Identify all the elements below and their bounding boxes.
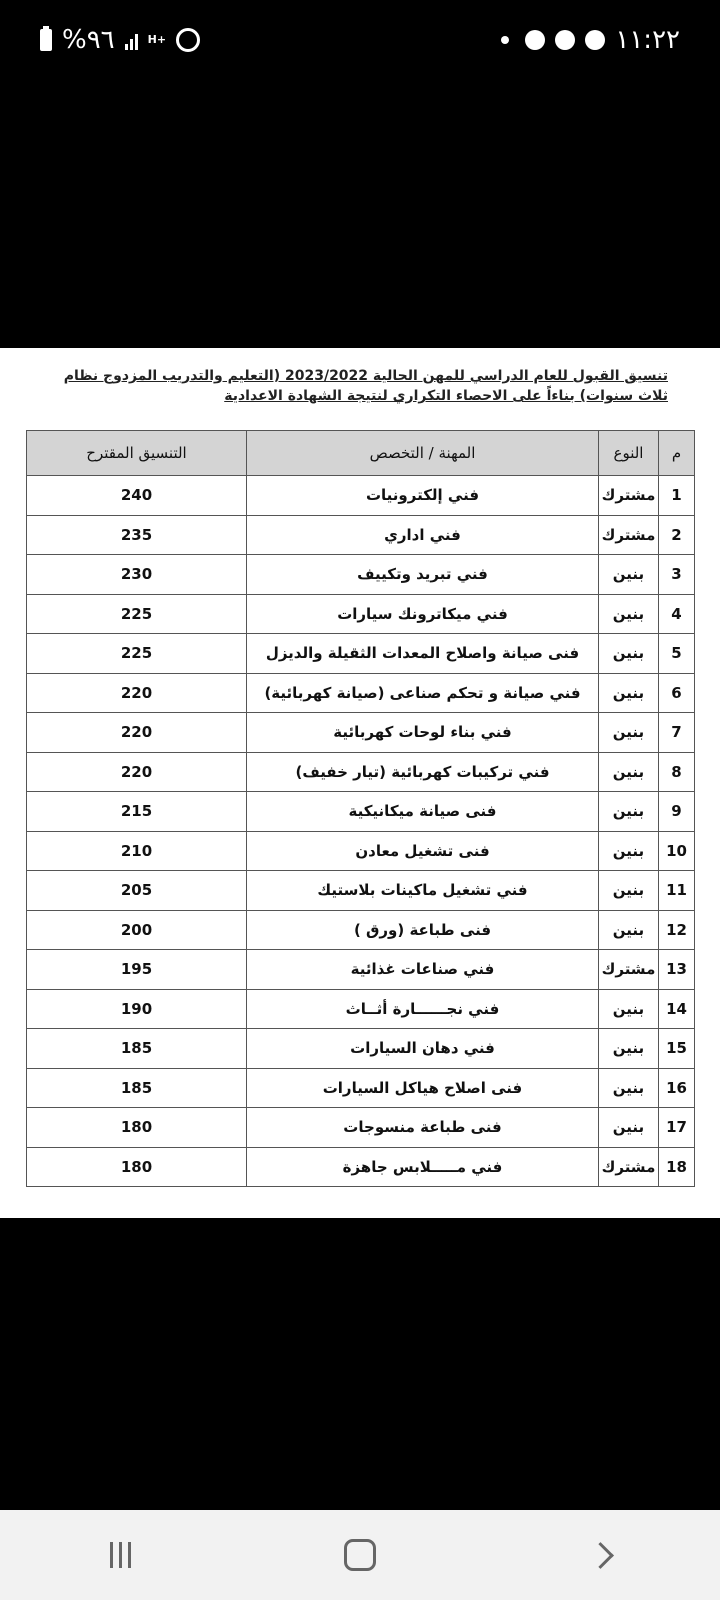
row-type: بنين bbox=[599, 910, 659, 950]
row-type: بنين bbox=[599, 1029, 659, 1069]
row-num: 14 bbox=[659, 989, 695, 1029]
row-num: 2 bbox=[659, 515, 695, 555]
row-type: مشترك bbox=[599, 950, 659, 990]
row-num: 7 bbox=[659, 713, 695, 753]
document-image bbox=[0, 348, 720, 1218]
document-subtitle: ثلاث سنوات) بناءاً على الاحصاء التكراري لنتيجة الشهادة الاعدادية bbox=[224, 388, 668, 404]
row-num: 11 bbox=[659, 871, 695, 911]
row-score: 230 bbox=[27, 555, 247, 595]
row-specialty: فني اداري bbox=[247, 515, 599, 555]
table-row bbox=[27, 950, 695, 990]
row-num: 13 bbox=[659, 950, 695, 990]
row-type: بنين bbox=[599, 1108, 659, 1148]
row-type: بنين bbox=[599, 1068, 659, 1108]
row-type: بنين bbox=[599, 555, 659, 595]
header-specialty: المهنة / التخصص bbox=[247, 431, 599, 476]
header-num: م bbox=[659, 431, 695, 476]
admission-table bbox=[26, 430, 695, 1187]
row-score: 225 bbox=[27, 594, 247, 634]
row-type: مشترك bbox=[599, 1147, 659, 1187]
row-num: 8 bbox=[659, 752, 695, 792]
notification-dot-icon bbox=[501, 36, 509, 44]
row-specialty: فنى صيانة ميكانيكية bbox=[247, 792, 599, 832]
table-row bbox=[27, 1068, 695, 1108]
row-type: بنين bbox=[599, 871, 659, 911]
row-num: 10 bbox=[659, 831, 695, 871]
table-row bbox=[27, 1029, 695, 1069]
row-specialty: فني تشغيل ماكينات بلاستيك bbox=[247, 871, 599, 911]
row-num: 12 bbox=[659, 910, 695, 950]
alarm-icon bbox=[176, 28, 200, 52]
row-score: 180 bbox=[27, 1147, 247, 1187]
row-num: 4 bbox=[659, 594, 695, 634]
table-row bbox=[27, 634, 695, 674]
row-specialty: فنى اصلاح هياكل السيارات bbox=[247, 1068, 599, 1108]
row-specialty: فني إلكترونيات bbox=[247, 476, 599, 516]
row-type: بنين bbox=[599, 713, 659, 753]
row-score: 210 bbox=[27, 831, 247, 871]
recents-icon bbox=[110, 1542, 131, 1568]
table-row bbox=[27, 1147, 695, 1187]
table-row bbox=[27, 910, 695, 950]
table-row bbox=[27, 792, 695, 832]
row-type: بنين bbox=[599, 634, 659, 674]
row-score: 195 bbox=[27, 950, 247, 990]
row-score: 205 bbox=[27, 871, 247, 911]
chrome-icon bbox=[525, 30, 545, 50]
row-type: بنين bbox=[599, 831, 659, 871]
row-score: 220 bbox=[27, 752, 247, 792]
row-type: مشترك bbox=[599, 515, 659, 555]
row-num: 9 bbox=[659, 792, 695, 832]
table-row bbox=[27, 476, 695, 516]
row-score: 220 bbox=[27, 713, 247, 753]
table-row bbox=[27, 555, 695, 595]
row-type: بنين bbox=[599, 792, 659, 832]
row-score: 200 bbox=[27, 910, 247, 950]
row-specialty: فنى طباعة منسوجات bbox=[247, 1108, 599, 1148]
table-row bbox=[27, 594, 695, 634]
home-button[interactable] bbox=[330, 1525, 390, 1585]
table-row bbox=[27, 713, 695, 753]
table-row bbox=[27, 831, 695, 871]
row-num: 18 bbox=[659, 1147, 695, 1187]
row-specialty: فني تركيبات كهربائية (تيار خفيف) bbox=[247, 752, 599, 792]
row-type: بنين bbox=[599, 752, 659, 792]
row-score: 225 bbox=[27, 634, 247, 674]
status-right bbox=[501, 25, 680, 55]
back-button[interactable] bbox=[570, 1525, 630, 1585]
row-specialty: فني نجــــــارة أثــاث bbox=[247, 989, 599, 1029]
document-title: تنسيق القبول للعام الدراسي للمهن الحالية 2023/2022 (التعليم والتدريب المزدوج نظام bbox=[63, 368, 668, 384]
row-num: 16 bbox=[659, 1068, 695, 1108]
navigation-bar bbox=[0, 1510, 720, 1600]
table-row bbox=[27, 1108, 695, 1148]
header-score: التنسيق المقترح bbox=[27, 431, 247, 476]
row-score: 235 bbox=[27, 515, 247, 555]
messenger-icon bbox=[585, 30, 605, 50]
row-num: 5 bbox=[659, 634, 695, 674]
row-score: 220 bbox=[27, 673, 247, 713]
status-left bbox=[40, 25, 200, 55]
table-row bbox=[27, 515, 695, 555]
home-icon bbox=[344, 1539, 376, 1571]
row-specialty: فني مـــــلابس جاهزة bbox=[247, 1147, 599, 1187]
row-type: بنين bbox=[599, 673, 659, 713]
row-type: بنين bbox=[599, 989, 659, 1029]
table-header-row bbox=[27, 431, 695, 476]
network-type: H+ bbox=[147, 33, 167, 46]
row-score: 215 bbox=[27, 792, 247, 832]
row-score: 180 bbox=[27, 1108, 247, 1148]
row-specialty: فني تبريد وتكييف bbox=[247, 555, 599, 595]
row-num: 3 bbox=[659, 555, 695, 595]
row-specialty: فني بناء لوحات كهربائية bbox=[247, 713, 599, 753]
row-score: 190 bbox=[27, 989, 247, 1029]
table-row bbox=[27, 752, 695, 792]
row-num: 6 bbox=[659, 673, 695, 713]
table-row bbox=[27, 673, 695, 713]
table-row bbox=[27, 871, 695, 911]
row-num: 15 bbox=[659, 1029, 695, 1069]
signal-icon bbox=[125, 30, 138, 50]
row-specialty: فنى طباعة (ورق ) bbox=[247, 910, 599, 950]
row-score: 240 bbox=[27, 476, 247, 516]
row-specialty: فني صيانة و تحكم صناعى (صيانة كهربائية) bbox=[247, 673, 599, 713]
row-type: بنين bbox=[599, 594, 659, 634]
row-score: 185 bbox=[27, 1029, 247, 1069]
row-type: مشترك bbox=[599, 476, 659, 516]
battery-icon bbox=[40, 29, 52, 51]
row-specialty: فني دهان السيارات bbox=[247, 1029, 599, 1069]
row-specialty: فني ميكاترونك سيارات bbox=[247, 594, 599, 634]
row-specialty: فنى تشغيل معادن bbox=[247, 831, 599, 871]
status-bar bbox=[0, 0, 720, 80]
row-specialty: فني صناعات غذائية bbox=[247, 950, 599, 990]
battery-level: %٩٦ bbox=[62, 25, 115, 55]
row-score: 185 bbox=[27, 1068, 247, 1108]
chrome-icon-2 bbox=[555, 30, 575, 50]
recents-button[interactable] bbox=[90, 1525, 150, 1585]
clock: ١١:٢٢ bbox=[615, 25, 680, 55]
row-specialty: فنى صيانة واصلاح المعدات الثقيلة والديزل bbox=[247, 634, 599, 674]
header-type: النوع bbox=[599, 431, 659, 476]
row-num: 1 bbox=[659, 476, 695, 516]
back-chevron-icon bbox=[587, 1542, 614, 1569]
row-num: 17 bbox=[659, 1108, 695, 1148]
table-row bbox=[27, 989, 695, 1029]
